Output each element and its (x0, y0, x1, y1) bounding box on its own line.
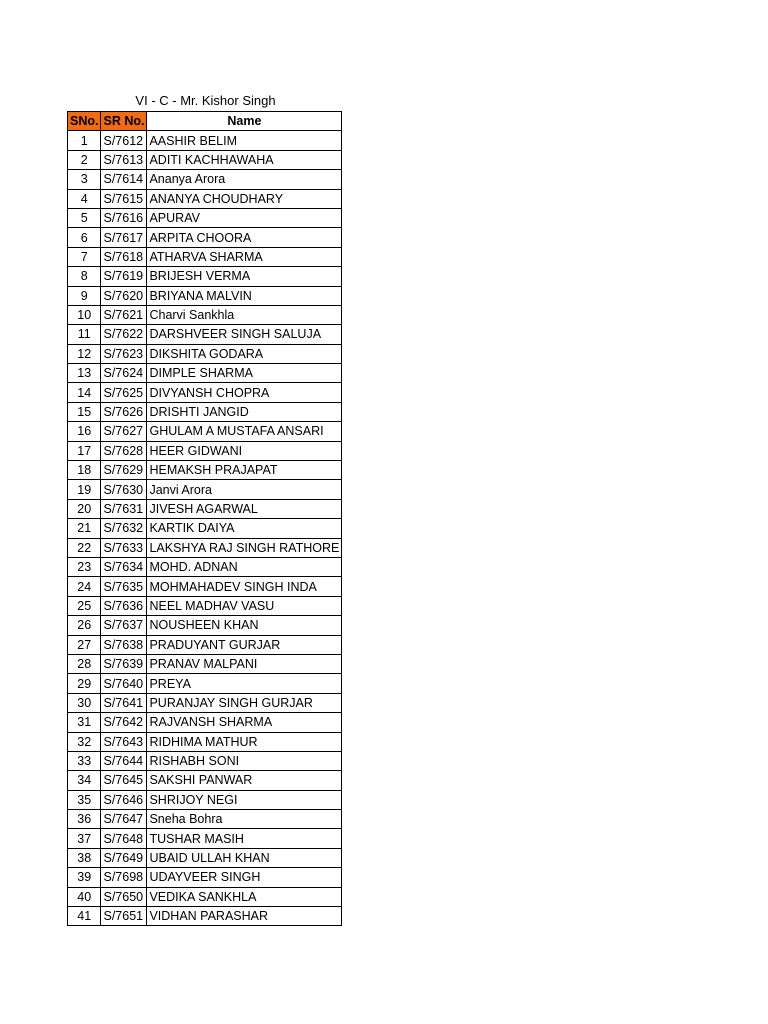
cell-sr-no: S/7615 (101, 189, 147, 208)
cell-name: NEEL MADHAV VASU (147, 596, 342, 615)
table-row (68, 732, 342, 751)
cell-sr-no: S/7628 (101, 441, 147, 460)
cell-name: NOUSHEEN KHAN (147, 616, 342, 635)
cell-name: RIDHIMA MATHUR (147, 732, 342, 751)
cell-sr-no: S/7617 (101, 228, 147, 247)
cell-sr-no: S/7646 (101, 790, 147, 809)
cell-sno: 2 (68, 150, 101, 169)
cell-sno: 39 (68, 868, 101, 887)
cell-sno: 13 (68, 364, 101, 383)
cell-name: AASHIR BELIM (147, 131, 342, 150)
table-row (68, 557, 342, 576)
cell-sno: 38 (68, 848, 101, 867)
sheet-title: VI - C - Mr. Kishor Singh (135, 93, 276, 108)
cell-sno: 29 (68, 674, 101, 693)
table-row (68, 868, 342, 887)
cell-name: DIVYANSH CHOPRA (147, 383, 342, 402)
cell-name: PRADUYANT GURJAR (147, 635, 342, 654)
cell-sno: 1 (68, 131, 101, 150)
table-row (68, 810, 342, 829)
cell-sno: 19 (68, 480, 101, 499)
cell-name: HEER GIDWANI (147, 441, 342, 460)
cell-sr-no: S/7616 (101, 208, 147, 227)
cell-sr-no: S/7698 (101, 868, 147, 887)
table-row (68, 344, 342, 363)
cell-name: VIDHAN PARASHAR (147, 907, 342, 926)
table-row (68, 907, 342, 926)
cell-name: Charvi Sankhla (147, 305, 342, 324)
cell-sr-no: S/7639 (101, 654, 147, 673)
cell-name: JIVESH AGARWAL (147, 499, 342, 518)
cell-sr-no: S/7638 (101, 635, 147, 654)
cell-sno: 33 (68, 751, 101, 770)
cell-sno: 18 (68, 461, 101, 480)
cell-sno: 26 (68, 616, 101, 635)
cell-sr-no: S/7640 (101, 674, 147, 693)
table-row (68, 286, 342, 305)
cell-name: ATHARVA SHARMA (147, 247, 342, 266)
cell-name: UDAYVEER SINGH (147, 868, 342, 887)
cell-name: ARPITA CHOORA (147, 228, 342, 247)
cell-sr-no: S/7641 (101, 693, 147, 712)
cell-name: UBAID ULLAH KHAN (147, 848, 342, 867)
cell-sr-no: S/7636 (101, 596, 147, 615)
table-row (68, 848, 342, 867)
cell-sno: 15 (68, 402, 101, 421)
cell-sno: 10 (68, 305, 101, 324)
table-row (68, 577, 342, 596)
cell-sno: 24 (68, 577, 101, 596)
cell-name: VEDIKA SANKHLA (147, 887, 342, 906)
cell-sno: 11 (68, 325, 101, 344)
table-header-row (68, 112, 342, 131)
cell-sno: 20 (68, 499, 101, 518)
cell-sr-no: S/7648 (101, 829, 147, 848)
cell-name: Ananya Arora (147, 170, 342, 189)
cell-sno: 41 (68, 907, 101, 926)
table-row (68, 635, 342, 654)
table-row (68, 441, 342, 460)
table-row (68, 364, 342, 383)
cell-name: HEMAKSH PRAJAPAT (147, 461, 342, 480)
cell-name: DIMPLE SHARMA (147, 364, 342, 383)
cell-sr-no: S/7645 (101, 771, 147, 790)
cell-sr-no: S/7650 (101, 887, 147, 906)
cell-sr-no: S/7612 (101, 131, 147, 150)
cell-sno: 9 (68, 286, 101, 305)
table-row (68, 654, 342, 673)
cell-sno: 22 (68, 538, 101, 557)
table-row (68, 499, 342, 518)
cell-sr-no: S/7637 (101, 616, 147, 635)
cell-name: SHRIJOY NEGI (147, 790, 342, 809)
cell-name: SAKSHI PANWAR (147, 771, 342, 790)
table-row (68, 267, 342, 286)
cell-sno: 34 (68, 771, 101, 790)
cell-name: ANANYA CHOUDHARY (147, 189, 342, 208)
cell-name: Sneha Bohra (147, 810, 342, 829)
table-row (68, 305, 342, 324)
cell-name: Janvi Arora (147, 480, 342, 499)
table-row (68, 422, 342, 441)
cell-sno: 3 (68, 170, 101, 189)
cell-sno: 23 (68, 557, 101, 576)
cell-sr-no: S/7624 (101, 364, 147, 383)
table-row (68, 461, 342, 480)
table-body (68, 131, 342, 926)
cell-sno: 12 (68, 344, 101, 363)
header-sr-no: SR No. (101, 112, 147, 131)
cell-sr-no: S/7629 (101, 461, 147, 480)
cell-sr-no: S/7632 (101, 519, 147, 538)
cell-sno: 36 (68, 810, 101, 829)
cell-name: BRIJESH VERMA (147, 267, 342, 286)
cell-name: MOHMAHADEV SINGH INDA (147, 577, 342, 596)
table-row (68, 131, 342, 150)
header-sno: SNo. (68, 112, 101, 131)
cell-sno: 16 (68, 422, 101, 441)
cell-name: PRANAV MALPANI (147, 654, 342, 673)
table-row (68, 713, 342, 732)
table-row (68, 790, 342, 809)
table-row (68, 402, 342, 421)
table-row (68, 519, 342, 538)
cell-sno: 4 (68, 189, 101, 208)
cell-sno: 7 (68, 247, 101, 266)
cell-sno: 32 (68, 732, 101, 751)
table-row (68, 616, 342, 635)
table-row (68, 693, 342, 712)
cell-name: PURANJAY SINGH GURJAR (147, 693, 342, 712)
table-row (68, 829, 342, 848)
cell-sr-no: S/7618 (101, 247, 147, 266)
header-name: Name (147, 112, 342, 131)
cell-sr-no: S/7625 (101, 383, 147, 402)
table-row (68, 887, 342, 906)
cell-sno: 30 (68, 693, 101, 712)
cell-sr-no: S/7630 (101, 480, 147, 499)
cell-sr-no: S/7631 (101, 499, 147, 518)
cell-sr-no: S/7627 (101, 422, 147, 441)
cell-sr-no: S/7626 (101, 402, 147, 421)
cell-sr-no: S/7623 (101, 344, 147, 363)
cell-name: PREYA (147, 674, 342, 693)
cell-name: APURAV (147, 208, 342, 227)
cell-sr-no: S/7647 (101, 810, 147, 829)
cell-sno: 17 (68, 441, 101, 460)
cell-name: TUSHAR MASIH (147, 829, 342, 848)
table-row (68, 208, 342, 227)
cell-sr-no: S/7633 (101, 538, 147, 557)
cell-sr-no: S/7635 (101, 577, 147, 596)
cell-name: RISHABH SONI (147, 751, 342, 770)
cell-sno: 8 (68, 267, 101, 286)
cell-sno: 5 (68, 208, 101, 227)
table-row (68, 480, 342, 499)
cell-sno: 25 (68, 596, 101, 615)
cell-sno: 28 (68, 654, 101, 673)
cell-sr-no: S/7621 (101, 305, 147, 324)
cell-name: GHULAM A MUSTAFA ANSARI (147, 422, 342, 441)
cell-name: DRISHTI JANGID (147, 402, 342, 421)
cell-name: LAKSHYA RAJ SINGH RATHORE (147, 538, 342, 557)
cell-name: DIKSHITA GODARA (147, 344, 342, 363)
cell-sr-no: S/7619 (101, 267, 147, 286)
cell-name: RAJVANSH SHARMA (147, 713, 342, 732)
table-row (68, 247, 342, 266)
cell-sr-no: S/7614 (101, 170, 147, 189)
cell-sr-no: S/7634 (101, 557, 147, 576)
cell-sno: 40 (68, 887, 101, 906)
table-row (68, 228, 342, 247)
cell-sno: 21 (68, 519, 101, 538)
cell-name: ADITI KACHHAWAHA (147, 150, 342, 169)
cell-sno: 6 (68, 228, 101, 247)
cell-sno: 27 (68, 635, 101, 654)
table-row (68, 170, 342, 189)
cell-name: MOHD. ADNAN (147, 557, 342, 576)
table-row (68, 751, 342, 770)
table-row (68, 325, 342, 344)
cell-sr-no: S/7651 (101, 907, 147, 926)
table-row (68, 150, 342, 169)
cell-sr-no: S/7622 (101, 325, 147, 344)
table-row (68, 596, 342, 615)
cell-name: DARSHVEER SINGH SALUJA (147, 325, 342, 344)
cell-sno: 37 (68, 829, 101, 848)
cell-sr-no: S/7649 (101, 848, 147, 867)
table-row (68, 383, 342, 402)
table-row (68, 189, 342, 208)
cell-sr-no: S/7644 (101, 751, 147, 770)
cell-sr-no: S/7642 (101, 713, 147, 732)
table-row (68, 674, 342, 693)
table-row (68, 538, 342, 557)
cell-sno: 31 (68, 713, 101, 732)
cell-sno: 14 (68, 383, 101, 402)
cell-name: KARTIK DAIYA (147, 519, 342, 538)
cell-sr-no: S/7613 (101, 150, 147, 169)
cell-name: BRIYANA MALVIN (147, 286, 342, 305)
cell-sr-no: S/7620 (101, 286, 147, 305)
cell-sr-no: S/7643 (101, 732, 147, 751)
cell-sno: 35 (68, 790, 101, 809)
table-row (68, 771, 342, 790)
student-roster-table (67, 111, 342, 926)
